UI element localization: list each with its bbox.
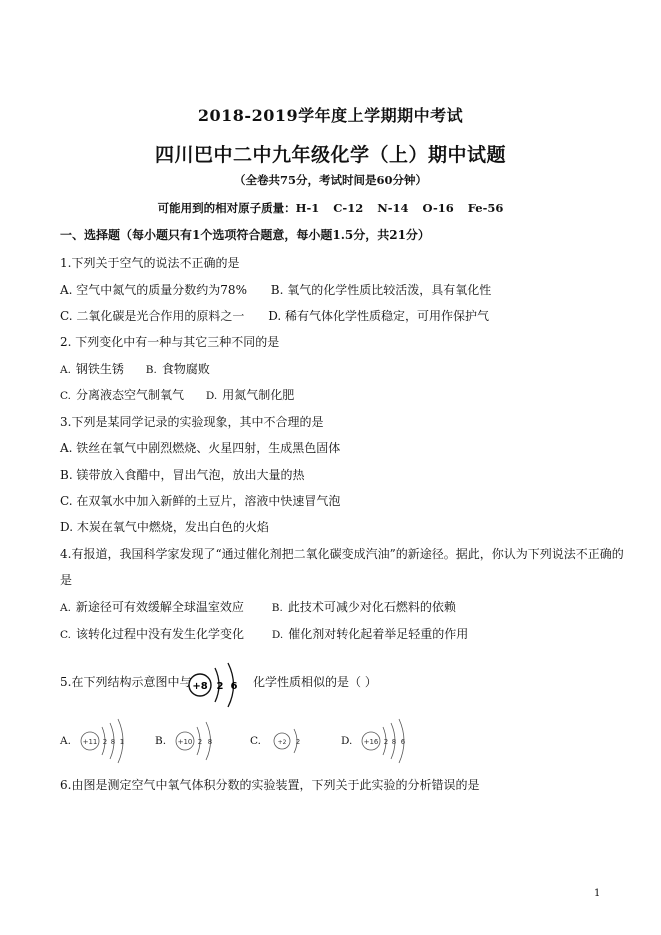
q2-c-label: C.	[60, 390, 71, 402]
q5-option-d	[341, 718, 411, 764]
q2-option-a: 钢铁生锈	[75, 362, 124, 376]
page-number: 1	[594, 888, 601, 899]
q5-b-shell-2: 8	[207, 738, 213, 746]
q5-option-b	[155, 718, 225, 764]
q4-option-b: 此技术可减少对化石燃料的依赖	[287, 600, 456, 614]
q5-d-shell-3: 6	[400, 738, 406, 746]
q5-a-shell-3: 1	[119, 738, 125, 746]
q4-option-c: 该转化过程中没有发生化学变化	[76, 627, 245, 641]
q4-a-label: A.	[60, 602, 71, 614]
q4-stem-line2: 是	[60, 573, 73, 587]
q1-options-cd	[60, 307, 489, 324]
q1-options-ab	[60, 281, 491, 298]
q4-option-d: 催化剂对转化起着举足轻重的作用	[288, 627, 469, 641]
q5-a-shell-2: 8	[110, 738, 116, 746]
q5-d-shell-1: 2	[383, 738, 389, 746]
q5-option-c-diagram	[268, 718, 312, 764]
q5-option-a-diagram	[78, 718, 130, 764]
q4-c-label: C.	[60, 629, 71, 641]
q1-option-c: C. 二氧化碳是光合作用的原料之一	[60, 309, 245, 323]
q5-ref-shell-1: 2	[216, 681, 224, 692]
q5-stem-pre: 5.在下列结构示意图中与	[60, 675, 192, 689]
mass-n: N-14	[377, 201, 409, 215]
q2-a-label: A.	[60, 364, 71, 376]
q3-option-a: A. 铁丝在氧气中剧烈燃烧、火星四射，生成黑色固体	[60, 441, 341, 455]
q3-option-d: D. 木炭在氧气中燃烧，发出白色的火焰	[60, 520, 269, 534]
q5-option-c	[250, 718, 320, 764]
mass-c: C-12	[333, 201, 364, 215]
q5-c-shell-1: 2	[295, 738, 301, 746]
q2-option-b: 食物腐败	[161, 362, 210, 376]
q2-options-ab	[60, 360, 210, 377]
q5-d-nucleus: +16	[363, 738, 379, 746]
q5-a-shell-1: 2	[102, 738, 108, 746]
q5-b-nucleus: +10	[177, 738, 193, 746]
q5-stem-post: 化学性质相似的是（ ）	[253, 675, 377, 689]
mass-h: H-1	[295, 201, 320, 215]
exam-title: 2018-2019学年度上学期期中考试	[197, 106, 464, 125]
q4-options-cd	[60, 625, 468, 642]
q1-option-b: B. 氧气的化学性质比较活泼，具有氧化性	[270, 283, 492, 297]
q3-stem: 3.下列是某同学记录的实验现象，其中不合理的是	[60, 415, 324, 429]
q2-options-cd	[60, 386, 294, 403]
atomic-masses	[0, 200, 661, 216]
q5-d-shell-2: 8	[391, 738, 397, 746]
q3-option-c: C. 在双氧水中加入新鲜的土豆片，溶液中快速冒气泡	[60, 494, 341, 508]
q5-d-label: D.	[341, 735, 353, 747]
q6-stem: 6.由图是测定空气中氧气体积分数的实验装置，下列关于此实验的分析错误的是	[60, 778, 480, 792]
q1-option-d: D. 稀有气体化学性质稳定，可用作保护气	[268, 309, 490, 323]
q3-option-b: B. 镁带放入食醋中，冒出气泡，放出大量的热	[60, 468, 305, 482]
q1-stem: 1.下列关于空气的说法不正确的是	[60, 256, 240, 270]
q5-reference-atom-diagram	[187, 660, 243, 710]
q2-b-label: B.	[145, 364, 157, 376]
exam-subtitle: 四川巴中二中九年级化学（上）期中试题	[154, 144, 506, 166]
exam-note: （全卷共75分，考试时间是60分钟）	[233, 173, 427, 187]
q5-option-a	[60, 718, 130, 764]
q5-option-b-diagram	[173, 718, 221, 764]
q4-stem-line1: 4.有报道，我国科学家发现了“通过催化剂把二氧化碳变成汽油”的新途径。据此，你认为下列说法不正确的	[60, 547, 624, 561]
q4-options-ab	[60, 598, 456, 615]
q2-option-d: 用氮气制化肥	[222, 388, 295, 402]
q2-stem: 2. 下列变化中有一种与其它三种不同的是	[60, 335, 280, 349]
section-heading: 一、选择题（每小题只有1个选项符合题意，每小题1.5分，共21分）	[60, 228, 430, 242]
mass-fe: Fe-56	[467, 201, 504, 215]
q5-option-d-diagram	[359, 718, 411, 764]
atomic-masses-label: 可能用到的相对原子质量：	[157, 201, 296, 215]
q5-a-label: A.	[60, 735, 71, 747]
q2-option-c: 分离液态空气制氧气	[76, 388, 185, 402]
q5-b-label: B.	[155, 735, 167, 747]
q5-ref-shell-2: 6	[230, 681, 238, 692]
q4-d-label: D.	[271, 629, 284, 641]
q5-ref-nucleus: +8	[192, 681, 208, 692]
q1-option-a: A. 空气中氮气的质量分数约为78%	[60, 283, 247, 297]
q5-c-label: C.	[250, 735, 261, 747]
q5-a-nucleus: +11	[82, 738, 98, 746]
q4-option-a: 新途径可有效缓解全球温室效应	[75, 600, 244, 614]
mass-o: O-16	[422, 201, 454, 215]
q2-d-label: D.	[205, 390, 218, 402]
q5-b-shell-1: 2	[197, 738, 203, 746]
q5-c-nucleus: +2	[277, 739, 287, 746]
q4-b-label: B.	[271, 602, 283, 614]
